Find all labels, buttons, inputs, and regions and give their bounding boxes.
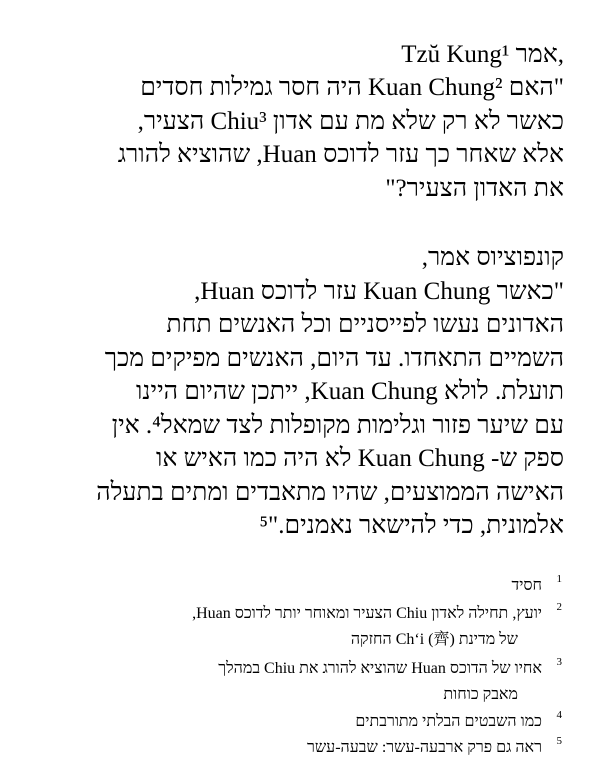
passage-line: את האדון הצעיר?" <box>385 175 564 202</box>
footnote-number: 5 <box>556 735 562 747</box>
passage-line: ספק ש- Kuan Chung לא היה כמו האיש או <box>155 445 564 472</box>
footnote-number: 3 <box>556 656 562 668</box>
footnote-text: מאבק כוחות <box>443 686 518 703</box>
passage-line: כאשר לא רק שלא מת עם אדון Chiu³ הצעיר, <box>137 108 564 135</box>
passage-line: השמיים התאחדו. עד היום, האנשים מפיקים מכך <box>104 345 564 372</box>
footnote-number: 1 <box>556 573 562 585</box>
footnote-text: יועץ, תחילה לאדון Chiu הצעיר ומאוחר יותר לדוכס Huan, <box>192 605 542 622</box>
passage-line: האדונים נעשו לפייסניים וכל האנשים תחת <box>166 311 564 338</box>
footnote-text: ראה גם פרק ארבעה-עשר: שבעה-עשר <box>306 739 542 756</box>
footnote-text: חסיד <box>511 577 542 594</box>
passage-line: אלא שאחר כך עזר לדוכס Huan, שהוציא להורג <box>117 141 564 168</box>
passage-line: עם שיער פזור וגלימות מקופלות לצד שמאל⁴. אין <box>111 412 564 439</box>
passage-line: האישה הממוצעים, שהיו מתאבדים ומתים בתעלה <box>96 479 564 506</box>
footnote-number: 4 <box>556 709 562 721</box>
footnote-text: אחיו של הדוכס Huan שהוציא להורג את Chiu במהלך <box>218 660 542 677</box>
footnote-text: כמו השבטים הבלתי מתורבתים <box>355 713 542 730</box>
passage-line: "כאשר Kuan Chung עזר לדוכס Huan, <box>194 278 564 305</box>
passage-line: קונפוציוס אמר, <box>421 244 564 271</box>
footnote-text: של מדינת Ch‘i (齊) החזקה <box>350 631 518 648</box>
passage-line: אלמונית, כדי להישאר נאמנים."⁵ <box>259 512 564 539</box>
passage-line: Tzŭ Kung¹ אמר, <box>401 41 564 68</box>
passage-line: "האם Kuan Chung² היה חסר גמילות חסדים <box>140 74 564 101</box>
footnote-number: 2 <box>556 601 562 613</box>
passage-line: תועלת. לולא Kuan Chung, ייתכן שהיום היינו <box>136 378 564 405</box>
